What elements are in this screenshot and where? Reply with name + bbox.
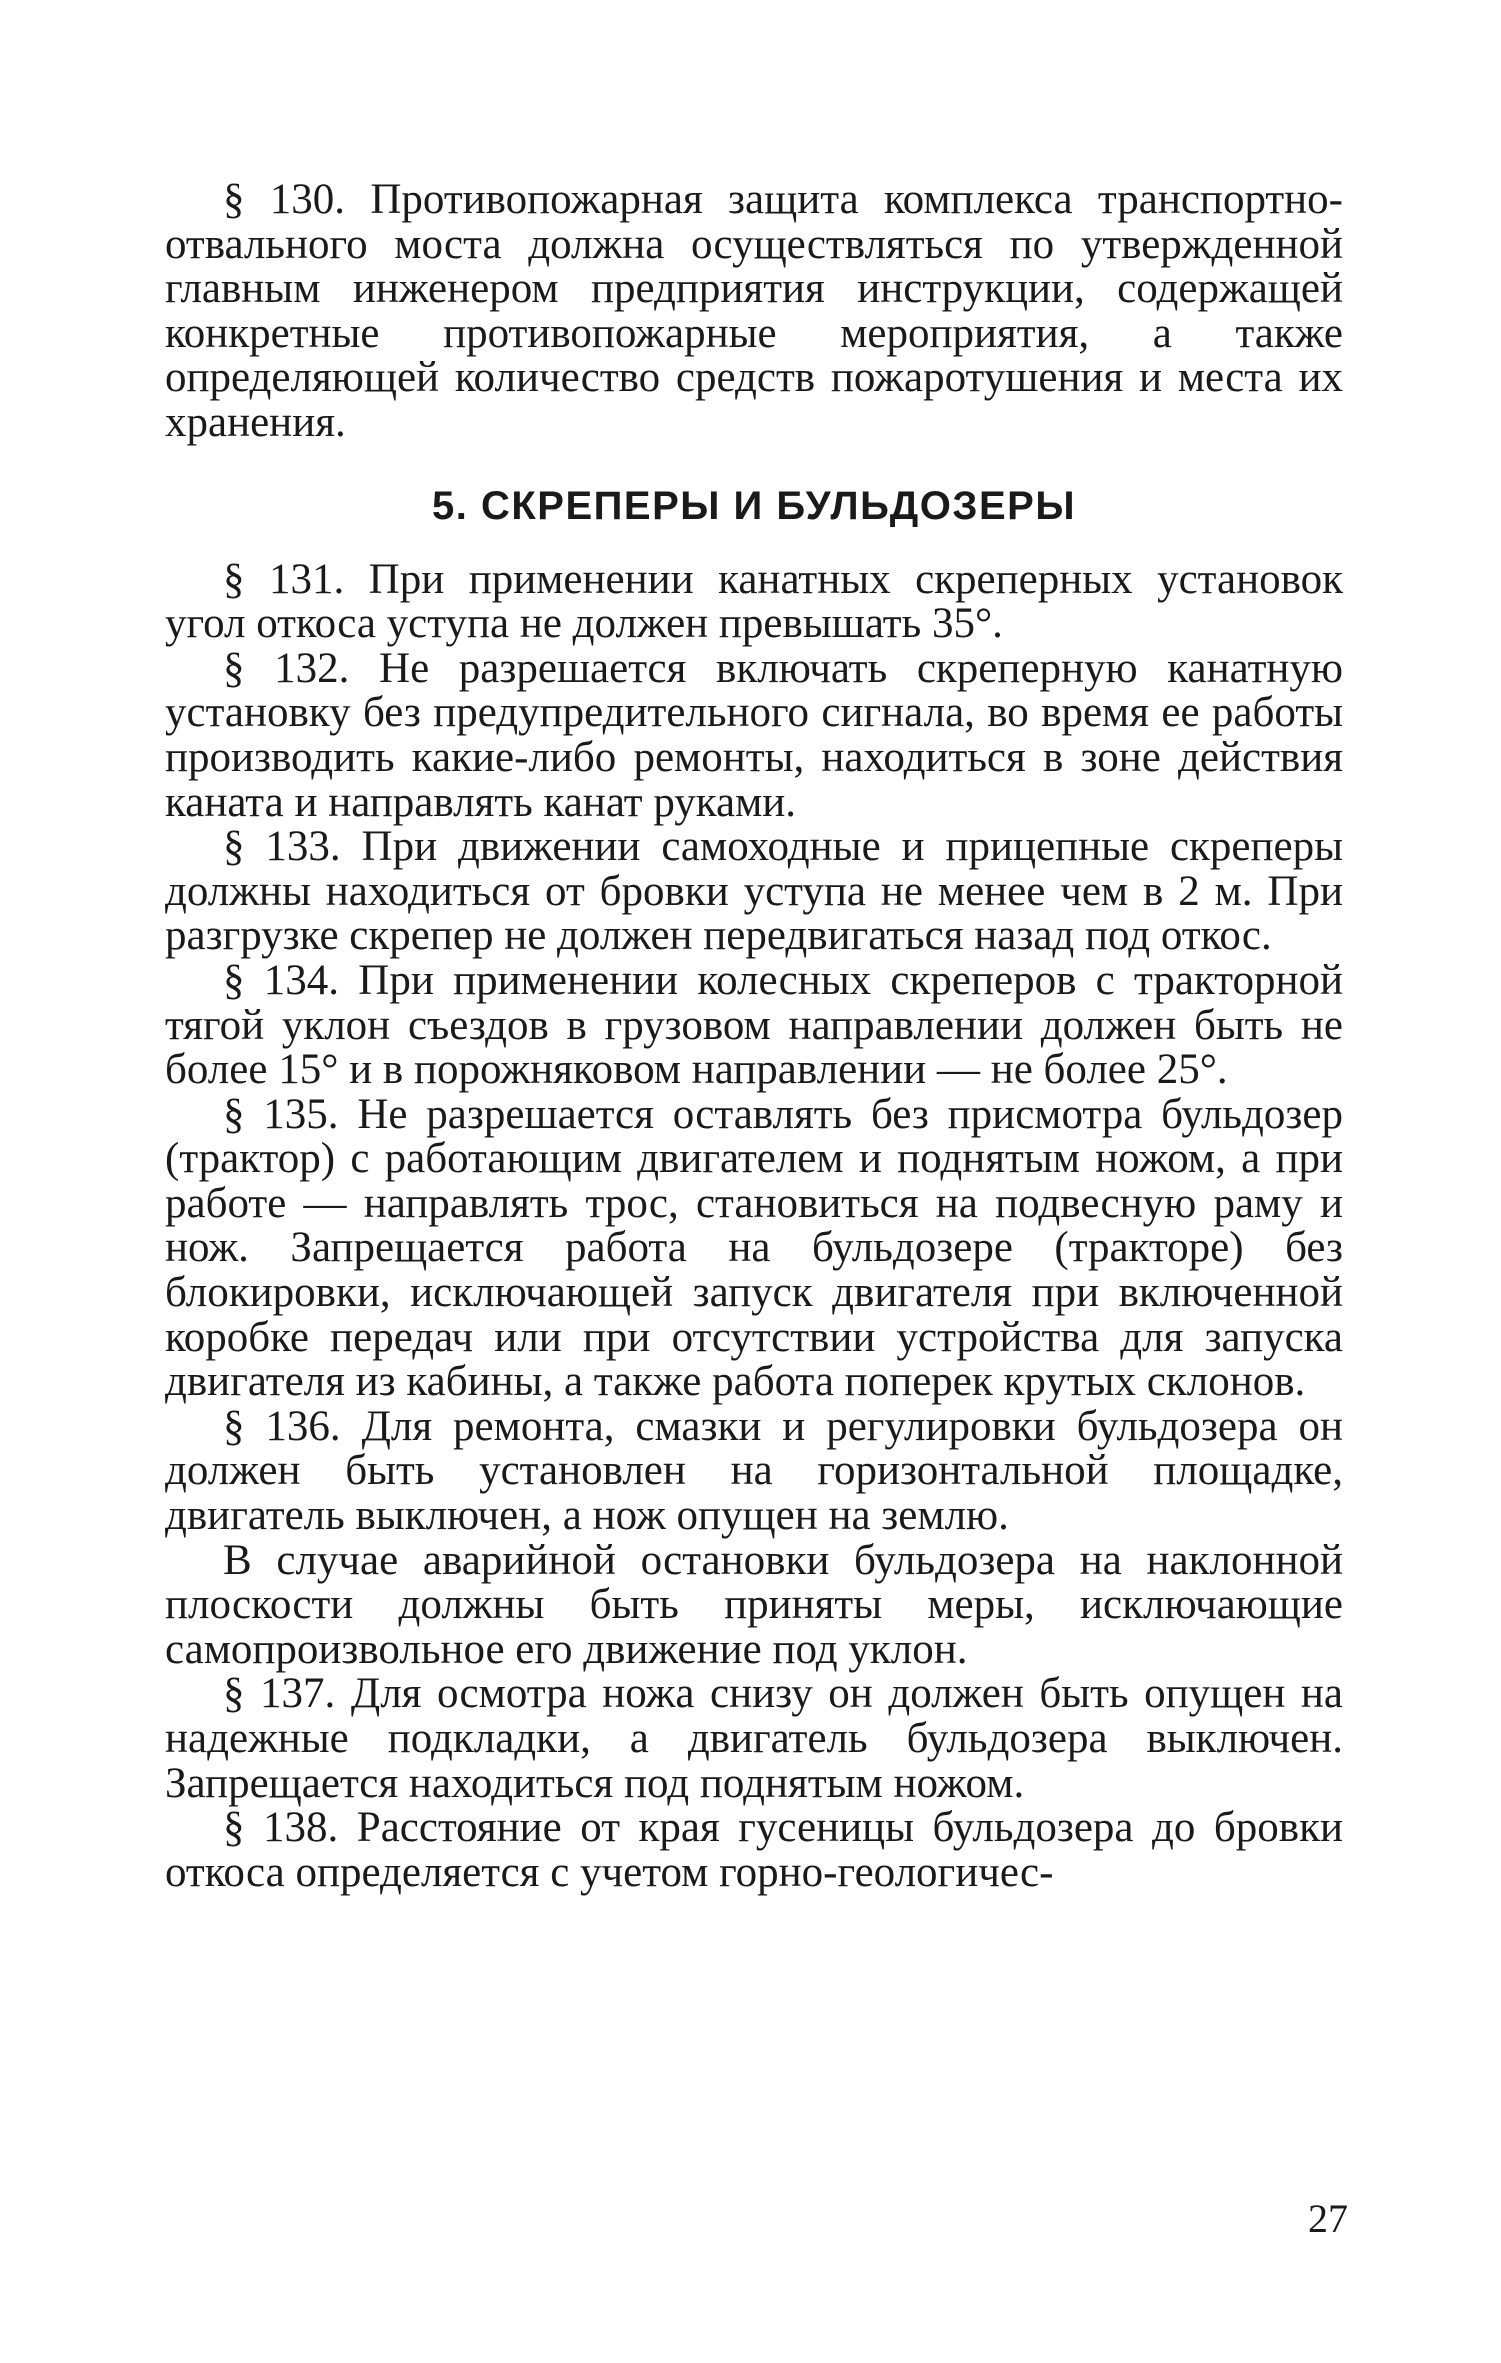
paragraph-136-continued: В случае аварийной остановки бульдозера на наклонной плоскости должны быть приняты меры, исключающие самопроизвольное его движение под уклон.	[165, 1536, 1343, 1673]
paragraph-135: § 135. Не разрешается оставлять без присмотра бульдозер (трактор) с работающим двигателем и поднятым ножом, а при работе — направлять трос, становиться на подвесную раму и нож. Запрещается работа на бульдозере (тракторе) без блокировки, исключающей запуск двигателя при включенной коробке передач или при отсутствии устройства для запуска двигателя из кабины, а также работа поперек крутых склонов.	[165, 1090, 1343, 1406]
document-page	[165, 178, 1343, 1895]
section-heading: 5. СКРЕПЕРЫ И БУЛЬДОЗЕРЫ	[432, 483, 1076, 528]
paragraph-130: § 130. Противопожарная защита комплекса транспортно-отвального моста должна осуществляться по утвержденной главным инженером предприятия инструкции, содержащей конкретные противопожарные мероприятия, а также определяющей количество средств пожаротушения и места их хранения.	[165, 176, 1343, 446]
paragraph-131: § 131. При применении канатных скреперных установок угол откоса уступа не должен превышать 35°.	[165, 555, 1343, 648]
paragraph-133: § 133. При движении самоходные и прицепные скреперы должны находиться от бровки уступа не менее чем в 2 м. При разгрузке скрепер не должен передвигаться назад под откос.	[165, 823, 1343, 960]
page-number: 27	[1308, 2196, 1348, 2241]
paragraph-138: § 138. Расстояние от края гусеницы бульдозера до бровки откоса определяется с учетом горно-геологичес-	[165, 1804, 1343, 1896]
paragraph-137: § 137. Для осмотра ножа снизу он должен быть опущен на надежные подкладки, а двигатель бульдозера выключен. Запрещается находиться под поднятым ножом.	[165, 1670, 1343, 1807]
paragraph-136: § 136. Для ремонта, смазки и регулировки бульдозера он должен быть установлен на горизонтальной площадке, двигатель выключен, а нож опущен на землю.	[165, 1402, 1343, 1540]
paragraph-132: § 132. Не разрешается включать скреперную канатную установку без предупредительного сигнала, во время ее работы производить какие-либо ремонты, находиться в зоне действия каната и направлять канат руками.	[165, 644, 1343, 826]
paragraph-134: § 134. При применении колесных скреперов с тракторной тягой уклон съездов в грузовом направлении должен быть не более 15° и в порожняковом направлении — не более 25°.	[165, 956, 1343, 1094]
